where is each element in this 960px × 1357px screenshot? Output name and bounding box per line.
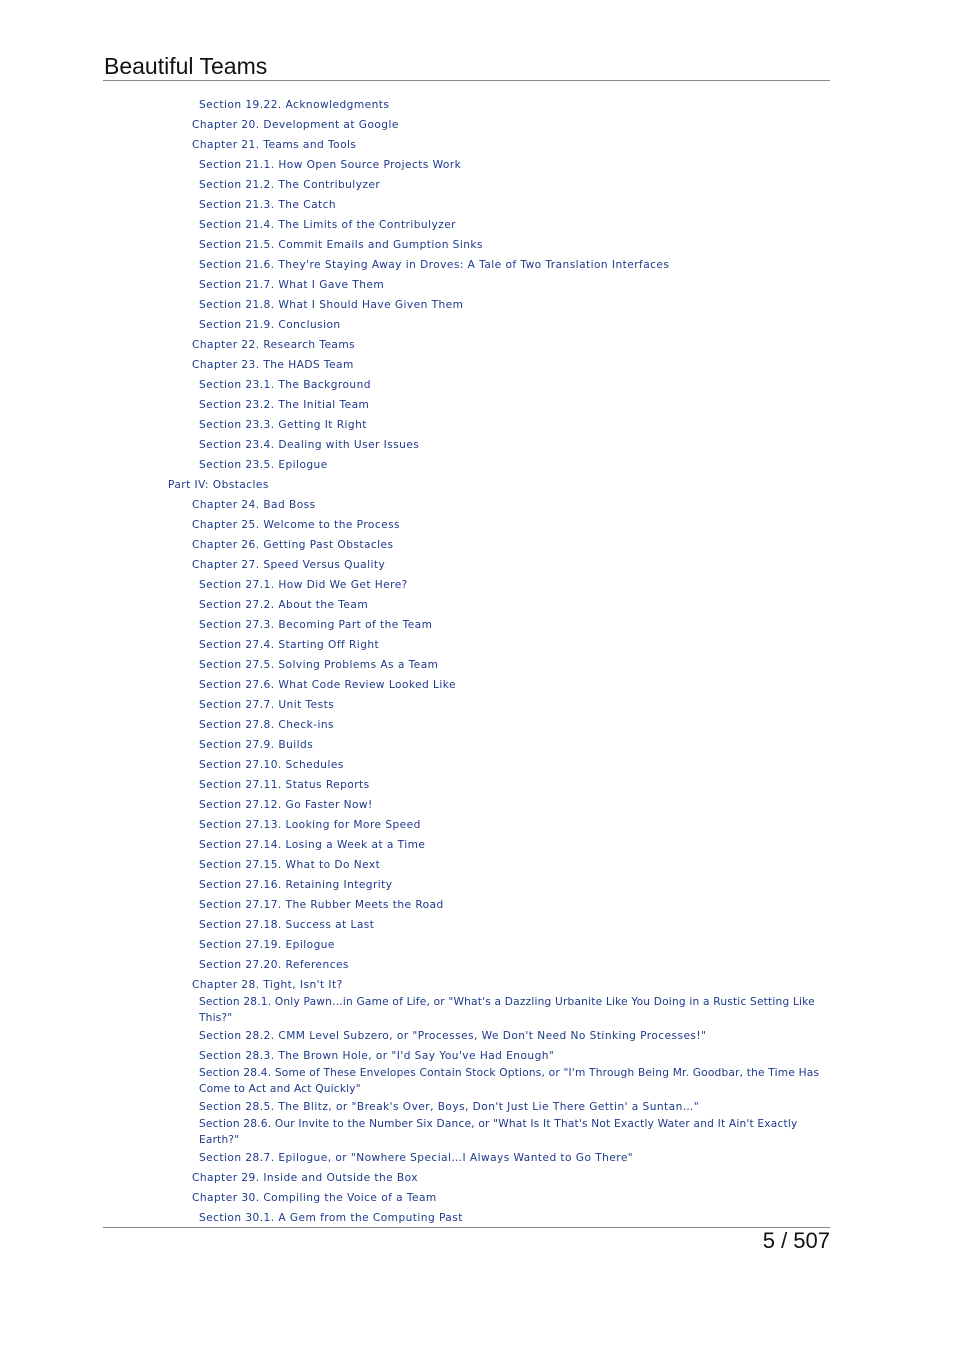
toc-section-link[interactable]: Section 27.5. Solving Problems As a Team bbox=[199, 659, 439, 671]
toc-chapter-link[interactable]: Chapter 20. Development at Google bbox=[192, 119, 399, 131]
toc-section-link[interactable]: Section 21.9. Conclusion bbox=[199, 319, 341, 331]
header-rule bbox=[103, 80, 830, 81]
toc-section-link[interactable]: Section 21.7. What I Gave Them bbox=[199, 279, 385, 291]
toc-section-link[interactable]: Section 21.8. What I Should Have Given Them bbox=[199, 299, 464, 311]
toc-section-link[interactable]: Section 19.22. Acknowledgments bbox=[199, 99, 390, 111]
toc-section-link[interactable]: Section 27.17. The Rubber Meets the Road bbox=[199, 899, 444, 911]
toc-chapter-link[interactable]: Chapter 23. The HADS Team bbox=[192, 359, 354, 371]
toc-section-link[interactable]: Section 23.1. The Background bbox=[199, 379, 371, 391]
toc-section-link[interactable]: Section 28.2. CMM Level Subzero, or "Processes, We Don't Need No Stinking Processes!" bbox=[199, 1030, 707, 1042]
toc-section-link[interactable]: Section 27.1. How Did We Get Here? bbox=[199, 579, 408, 591]
toc-section-link[interactable]: Section 27.14. Losing a Week at a Time bbox=[199, 839, 426, 851]
page-number: 5 / 507 bbox=[762, 1228, 830, 1253]
toc-chapter-link[interactable]: Chapter 29. Inside and Outside the Box bbox=[192, 1172, 418, 1184]
toc-section-link[interactable]: Section 27.2. About the Team bbox=[199, 599, 369, 611]
toc-section-link[interactable]: Section 23.2. The Initial Team bbox=[199, 399, 370, 411]
toc-section-link[interactable]: Section 21.4. The Limits of the Contribulyzer bbox=[199, 219, 456, 231]
toc-section-link[interactable]: Section 28.7. Epilogue, or "Nowhere Special…I Always Wanted to Go There" bbox=[199, 1152, 634, 1164]
toc-section-link[interactable]: Section 27.20. References bbox=[199, 959, 349, 971]
table-of-contents bbox=[0, 95, 960, 1228]
toc-section-link[interactable]: Section 27.9. Builds bbox=[199, 739, 314, 751]
toc-section-link[interactable]: Section 21.3. The Catch bbox=[199, 199, 337, 211]
footer-rule bbox=[103, 1227, 830, 1228]
toc-chapter-link[interactable]: Chapter 26. Getting Past Obstacles bbox=[192, 539, 394, 551]
toc-section-link[interactable]: Section 21.2. The Contribulyzer bbox=[199, 179, 381, 191]
toc-section-link[interactable]: Section 28.6. Our Invite to the Number Six Dance, or "What Is It That's Not Exactly Water and It Ain't Exactly Earth?" bbox=[199, 1118, 798, 1146]
toc-section-link[interactable]: Section 27.16. Retaining Integrity bbox=[199, 879, 393, 891]
toc-chapter-link[interactable]: Chapter 30. Compiling the Voice of a Team bbox=[192, 1192, 437, 1204]
toc-section-link[interactable]: Section 27.4. Starting Off Right bbox=[199, 639, 380, 651]
toc-section-link[interactable]: Section 21.6. They're Staying Away in Droves: A Tale of Two Translation Interfaces bbox=[199, 259, 670, 271]
toc-chapter-link[interactable]: Chapter 21. Teams and Tools bbox=[192, 139, 357, 151]
toc-section-link[interactable]: Section 27.11. Status Reports bbox=[199, 779, 370, 791]
toc-section-link[interactable]: Section 27.6. What Code Review Looked Like bbox=[199, 679, 456, 691]
running-header-title: Beautiful Teams bbox=[104, 53, 268, 79]
toc-section-link[interactable]: Section 27.19. Epilogue bbox=[199, 939, 335, 951]
toc-chapter-link[interactable]: Chapter 22. Research Teams bbox=[192, 339, 356, 351]
toc-section-link[interactable]: Section 27.15. What to Do Next bbox=[199, 859, 381, 871]
toc-section-link[interactable]: Section 28.5. The Blitz, or "Break's Over, Boys, Don't Just Lie There Gettin' a Suntan…" bbox=[199, 1101, 700, 1113]
toc-section-link[interactable]: Section 27.10. Schedules bbox=[199, 759, 344, 771]
toc-section-link[interactable]: Section 28.3. The Brown Hole, or "I'd Say You've Had Enough" bbox=[199, 1050, 555, 1062]
toc-section-link[interactable]: Section 28.4. Some of These Envelopes Contain Stock Options, or "I'm Through Being Mr. Goodbar, the Time Has Come to Act and Act Quickly" bbox=[199, 1067, 820, 1095]
toc-section-link[interactable]: Section 27.13. Looking for More Speed bbox=[199, 819, 421, 831]
toc-chapter-link[interactable]: Chapter 25. Welcome to the Process bbox=[192, 519, 401, 531]
toc-section-link[interactable]: Section 28.1. Only Pawn…in Game of Life, or "What's a Dazzling Urbanite Like You Doing in a Rustic Setting Like This?" bbox=[199, 996, 815, 1024]
toc-section-link[interactable]: Section 21.1. How Open Source Projects Work bbox=[199, 159, 462, 171]
toc-section-link[interactable]: Section 27.12. Go Faster Now! bbox=[199, 799, 373, 811]
toc-chapter-link[interactable]: Chapter 24. Bad Boss bbox=[192, 499, 316, 511]
toc-section-link[interactable]: Section 27.18. Success at Last bbox=[199, 919, 375, 931]
toc-section-link[interactable]: Section 27.3. Becoming Part of the Team bbox=[199, 619, 433, 631]
toc-section-link[interactable]: Section 23.4. Dealing with User Issues bbox=[199, 439, 420, 451]
toc-section-link[interactable]: Section 23.3. Getting It Right bbox=[199, 419, 367, 431]
toc-section-link[interactable]: Section 30.1. A Gem from the Computing Past bbox=[199, 1212, 463, 1224]
toc-section-link[interactable]: Section 21.5. Commit Emails and Gumption Sinks bbox=[199, 239, 483, 251]
toc-chapter-link[interactable]: Chapter 27. Speed Versus Quality bbox=[192, 559, 386, 571]
toc-section-link[interactable]: Section 27.8. Check-ins bbox=[199, 719, 334, 731]
toc-section-link[interactable]: Section 23.5. Epilogue bbox=[199, 459, 328, 471]
toc-part-link[interactable]: Part IV: Obstacles bbox=[168, 479, 269, 491]
toc-chapter-link[interactable]: Chapter 28. Tight, Isn't It? bbox=[192, 979, 343, 991]
toc-section-link[interactable]: Section 27.7. Unit Tests bbox=[199, 699, 335, 711]
